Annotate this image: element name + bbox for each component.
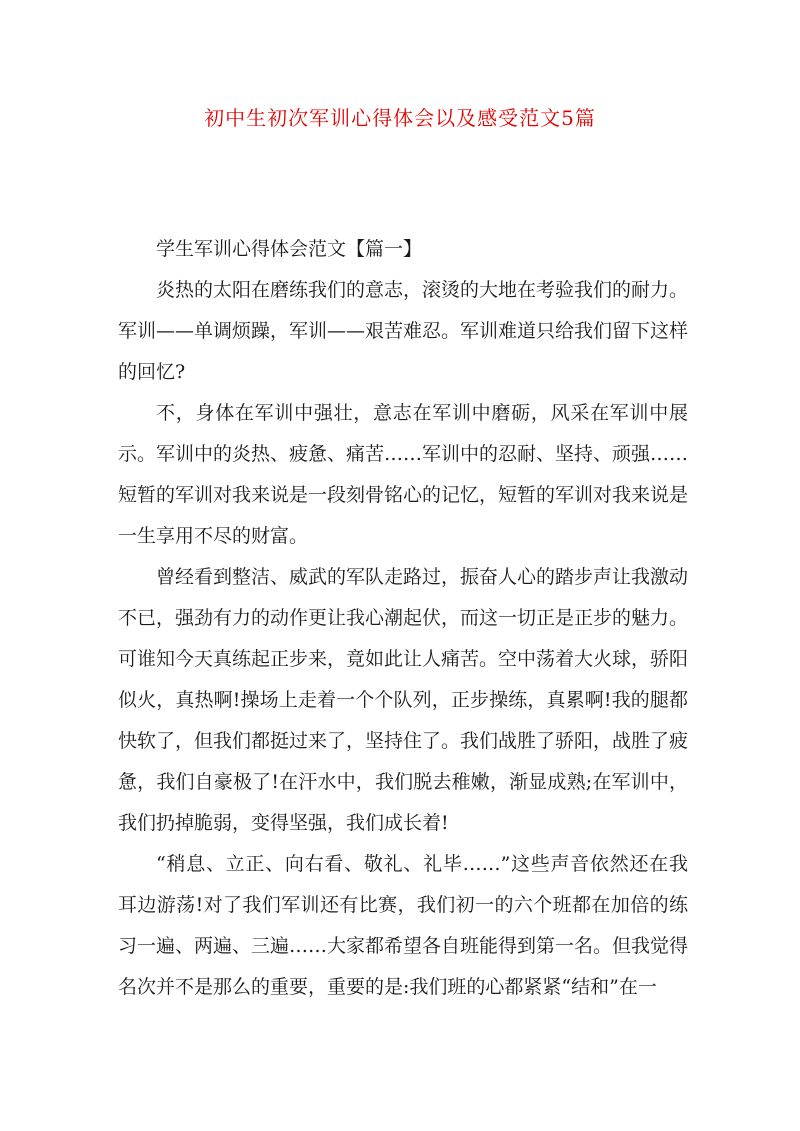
section-heading: 学生军训心得体会范文【篇一】 [156,238,423,260]
paragraph-3: 曾经看到整洁、威武的军队走路过，振奋人心的踏步声让我激动不已，强劲有力的动作更让我心潮起伏，而这一切正是正步的魅力。可谁知今天真练起正步来，竟如此让人痛苦。空中荡着大火球，骄阳似火，真热啊!操场上走着一个个队列，正步操练，真累啊!我的腿都快软了，但我们都挺过来了，坚持住了。我们战胜了骄阳，战胜了疲惫，我们自豪极了!在汗水中，我们脱去稚嫩，渐显成熟;在军训中，我们扔掉脆弱，变得坚强，我们成长着! [118,566,689,834]
document-body [118,229,688,1008]
paragraph-4: “稍息、立正、向右看、敬礼、礼毕……”这些声音依然还在我耳边游荡!对了我们军训还有比赛，我们初一的六个班都在加倍的练习一遍、两遍、三遍……大家都希望各自班能得到第一名。但我觉得名次并不是那么的重要，重要的是:我们班的心都紧紧“结和”在一 [118,853,689,998]
document-title: 初中生初次军训心得体会以及感受范文5篇 [204,106,596,130]
paragraph-2: 不，身体在军训中强壮，意志在军训中磨砺，风采在军训中展示。军训中的炎热、疲惫、痛苦……军训中的忍耐、坚持、顽强……短暂的军训对我来说是一段刻骨铭心的记忆，短暂的军训对我来说是一生享用不尽的财富。 [118,402,689,547]
paragraph-1: 炎热的太阳在磨练我们的意志，滚烫的大地在考验我们的耐力。军训——单调烦躁，军训——艰苦难忍。军训难道只给我们留下这样的回忆? [118,279,689,383]
